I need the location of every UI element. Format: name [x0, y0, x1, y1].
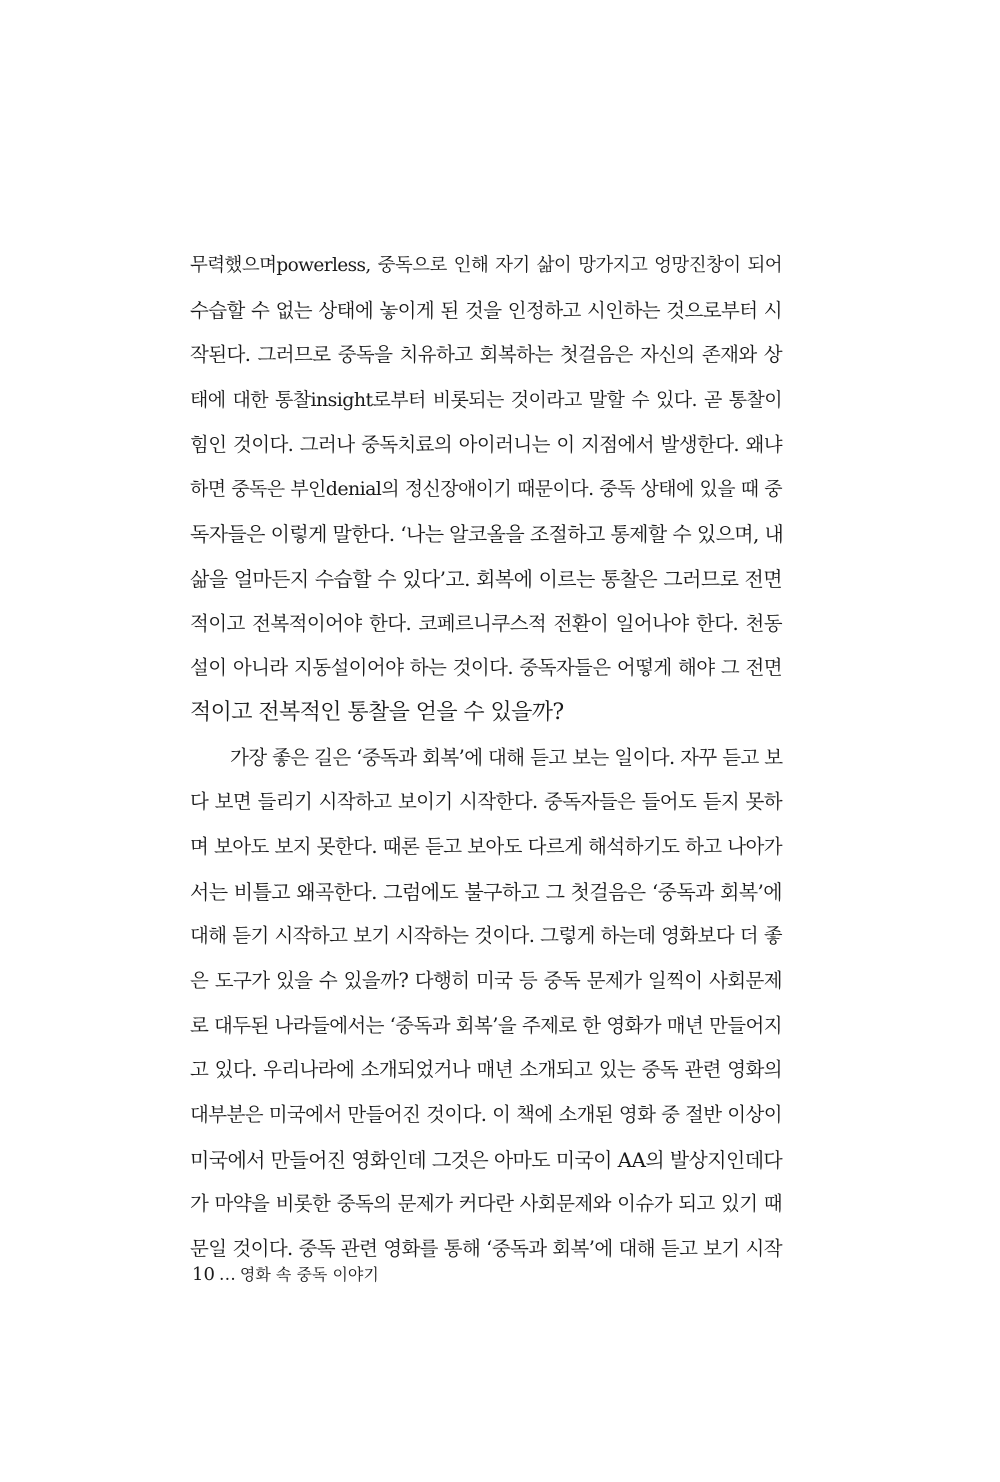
paragraph-1	[190, 244, 782, 736]
text-line: 대해 듣기 시작하고 보기 시작하는 것이다. 그렇게 하는데 영화보다 더 좋	[190, 924, 782, 948]
running-title: 영화 속 중독 이야기	[239, 1265, 379, 1284]
text-line: 적이고 전복적이어야 한다. 코페르니쿠스적 전환이 일어나야 한다. 천동	[190, 611, 782, 635]
text-line: 가 마약을 비롯한 중독의 문제가 커다란 사회문제와 이슈가 되고 있기 때	[190, 1192, 782, 1216]
text-line: 며 보아도 보지 못한다. 때론 듣고 보아도 다르게 해석하기도 하고 나아가	[190, 834, 782, 858]
text-line: 삶을 얼마든지 수습할 수 있다’고. 회복에 이르는 통찰은 그러므로 전면	[190, 566, 782, 591]
text-line: 하면 중독은 부인denial의 정신장애이기 때문이다. 중독 상태에 있을 때 중	[190, 478, 782, 501]
page-footer	[192, 1262, 379, 1285]
paragraph-2	[190, 736, 782, 1272]
text-line: 미국에서 만들어진 영화인데 그것은 아마도 미국이 AA의 발상지인데다	[190, 1147, 783, 1172]
text-line: 대부분은 미국에서 만들어진 것이다. 이 책에 소개된 영화 중 절반 이상이	[190, 1103, 782, 1127]
text-line: 가장 좋은 길은 ‘중독과 회복’에 대해 듣고 보는 일이다. 자꾸 듣고 보	[230, 745, 783, 769]
text-line: 작된다. 그러므로 중독을 치유하고 회복하는 첫걸음은 자신의 존재와 상	[190, 343, 782, 367]
text-line: 은 도구가 있을 수 있을까? 다행히 미국 등 중독 문제가 일찍이 사회문제	[190, 969, 782, 992]
text-line: 다 보면 들리기 시작하고 보이기 시작한다. 중독자들은 들어도 듣지 못하	[190, 790, 782, 814]
text-line: 적이고 전복적인 통찰을 얻을 수 있을까?	[190, 699, 564, 725]
text-line: 서는 비틀고 왜곡한다. 그럼에도 불구하고 그 첫걸음은 ‘중독과 회복’에	[190, 879, 782, 904]
text-line: 수습할 수 없는 상태에 놓이게 된 것을 인정하고 시인하는 것으로부터 시	[190, 298, 782, 322]
text-line: 태에 대한 통찰insight로부터 비롯되는 것이라고 말할 수 있다. 곧 통찰이	[190, 389, 782, 412]
text-line: 고 있다. 우리나라에 소개되었거나 매년 소개되고 있는 중독 관련 영화의	[190, 1058, 782, 1082]
text-line: 독자들은 이렇게 말한다. ‘나는 알코올을 조절하고 통제할 수 있으며, 내	[190, 522, 784, 547]
page-number: 10	[192, 1264, 215, 1285]
text-line: 힘인 것이다. 그러나 중독치료의 아이러니는 이 지점에서 발생한다. 왜냐	[190, 432, 782, 456]
text-line: 설이 아니라 지동설이어야 하는 것이다. 중독자들은 어떻게 해야 그 전면	[190, 656, 782, 680]
footer-separator: …	[218, 1265, 236, 1285]
text-line: 로 대두된 나라들에서는 ‘중독과 회복’을 주제로 한 영화가 매년 만들어지	[190, 1013, 782, 1037]
text-line: 문일 것이다. 중독 관련 영화를 통해 ‘중독과 회복’에 대해 듣고 보기 시작	[190, 1237, 782, 1261]
text-line: 무력했으며powerless, 중독으로 인해 자기 삶이 망가지고 엉망진창이 되어	[190, 255, 782, 276]
body-text	[190, 244, 782, 1272]
